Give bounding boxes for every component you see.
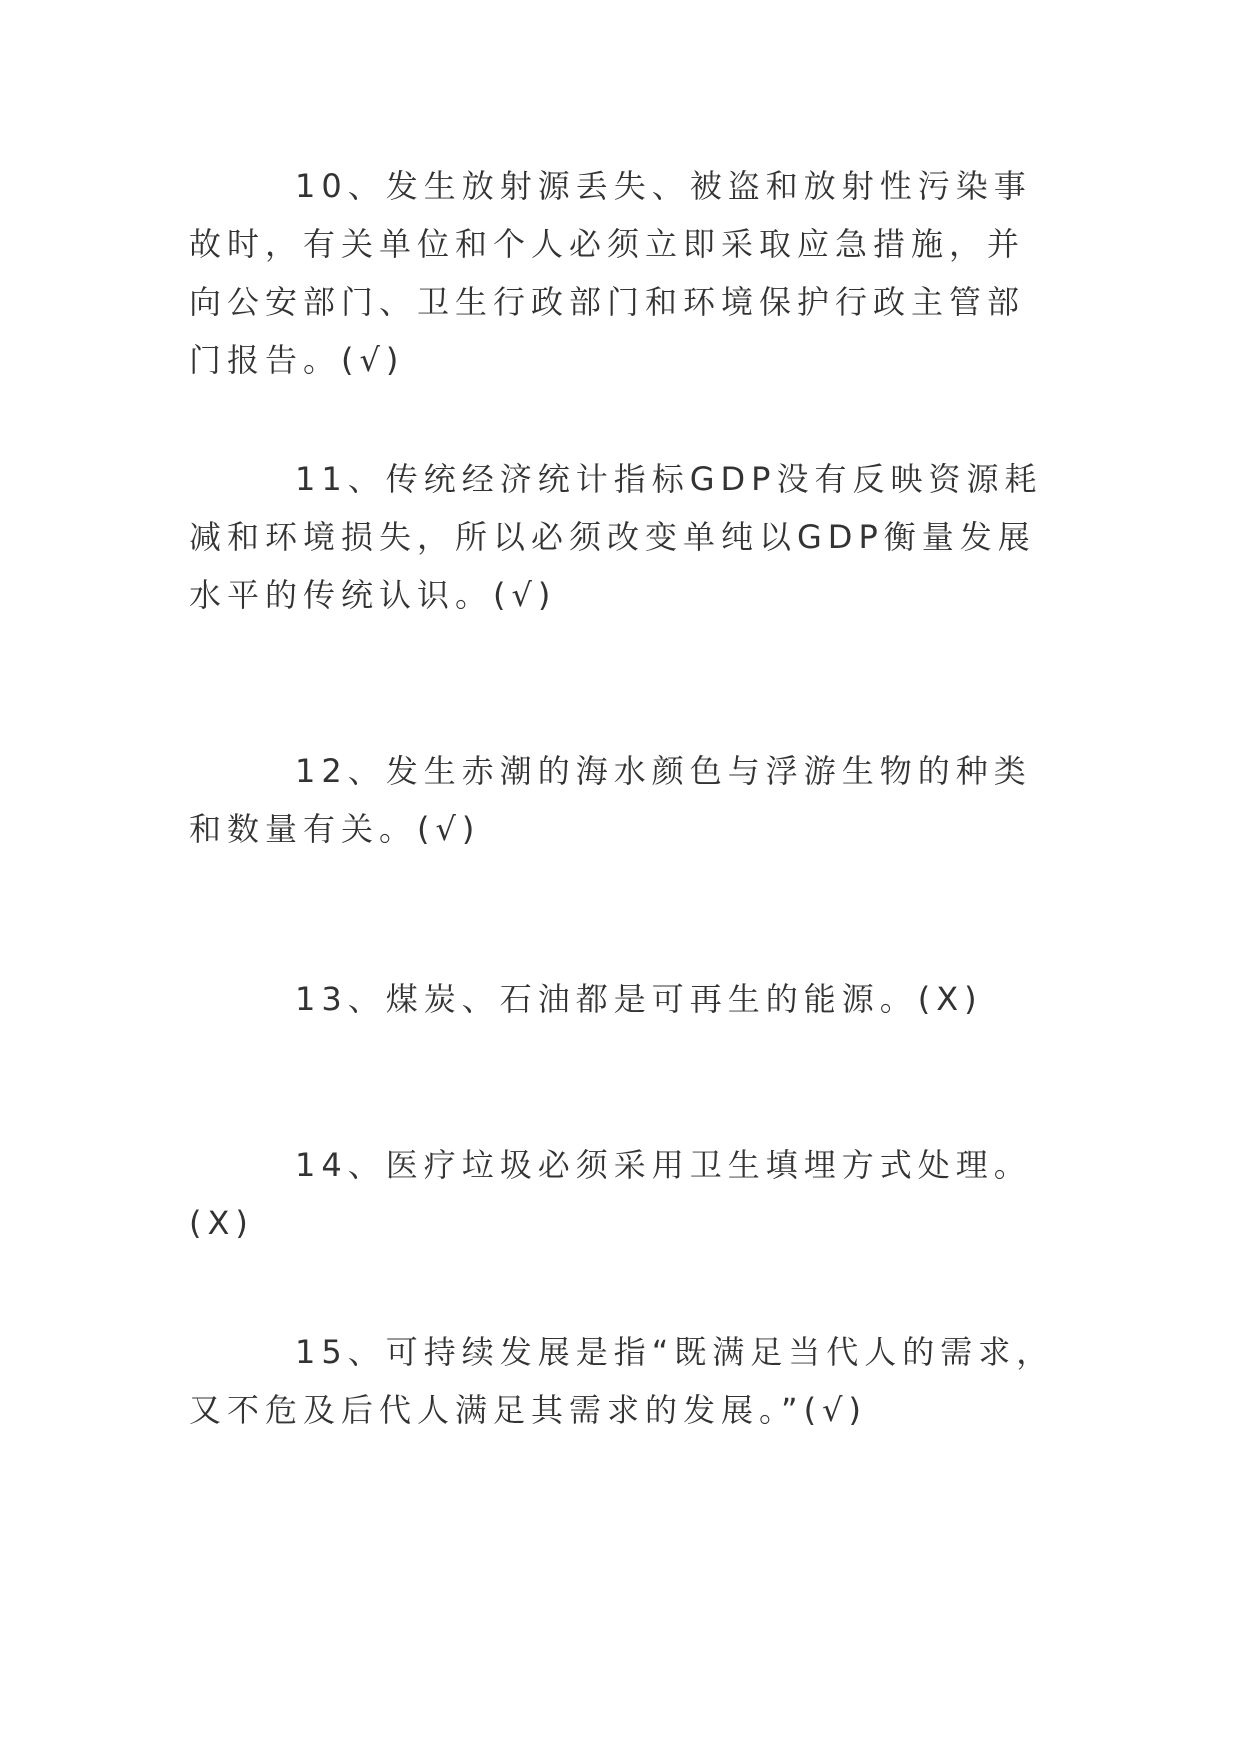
question-15: 15、可持续发展是指“既满足当代人的需求，又不危及后代人满足其需求的发展。”(√) bbox=[189, 1333, 1055, 1429]
question-13: 13、煤炭、石油都是可再生的能源。(X) bbox=[295, 980, 983, 1018]
question-12: 12、发生赤潮的海水颜色与浮游生物的种类和数量有关。(√) bbox=[189, 752, 1032, 848]
question-14: 14、医疗垃圾必须采用卫生填埋方式处理。(X) bbox=[189, 1146, 1032, 1242]
question-11: 11、传统经济统计指标GDP没有反映资源耗减和环境损失，所以必须改变单纯以GDP衡量发展水平的传统认识。(√) bbox=[189, 460, 1043, 614]
question-10: 10、发生放射源丢失、被盗和放射性污染事故时，有关单位和个人必须立即采取应急措施，并向公安部门、卫生行政部门和环境保护行政主管部门报告。(√) bbox=[189, 167, 1032, 379]
